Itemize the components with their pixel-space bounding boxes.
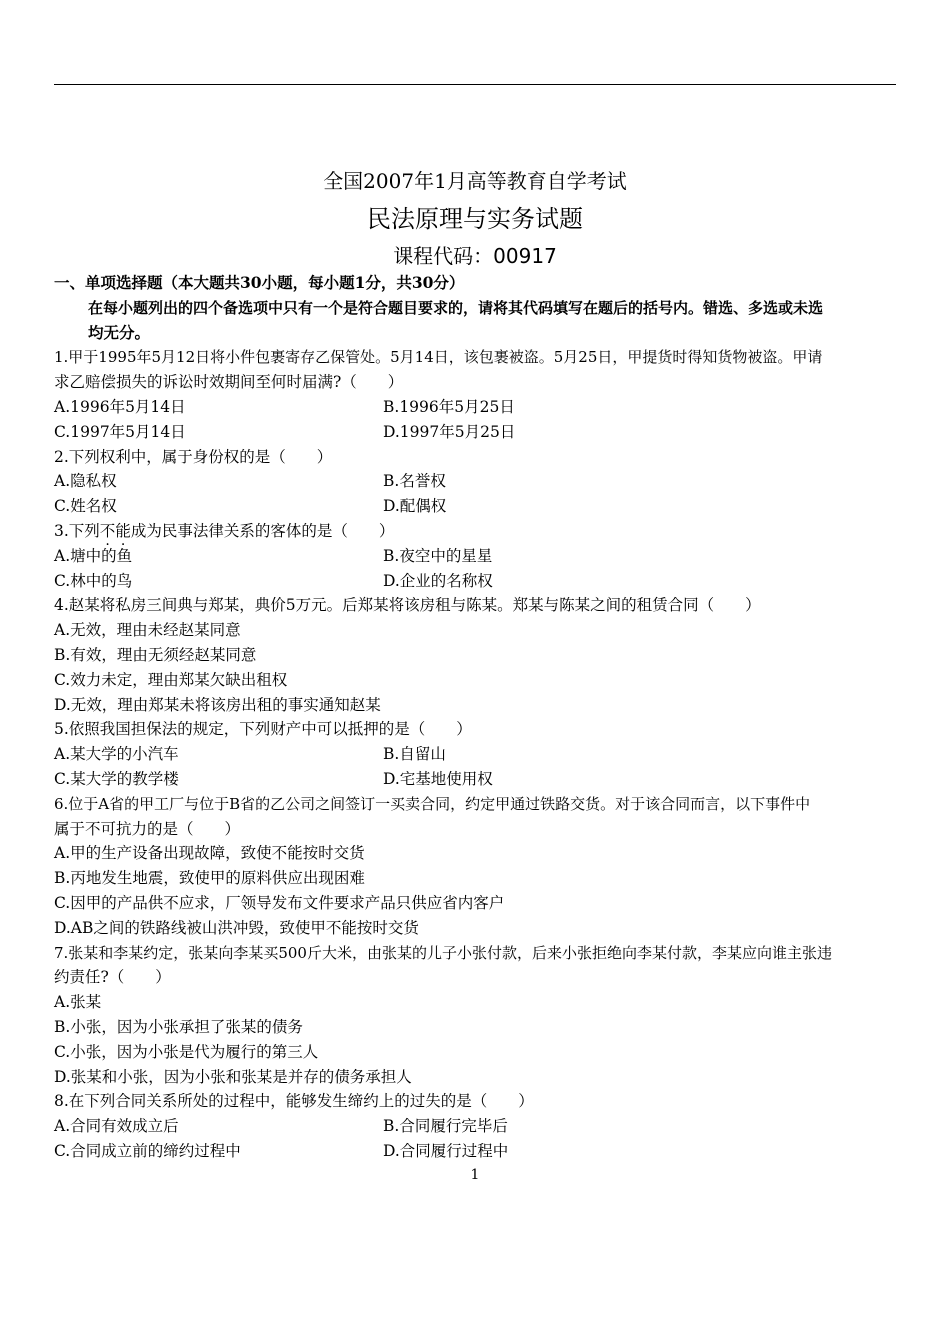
option-a: A.塘中的鱼	[54, 546, 133, 565]
option-a: A.甲的生产设备出现故障，致使不能按时交货	[54, 844, 365, 863]
option-a: A.1996年5月14日	[54, 397, 186, 416]
question-3-options-row-1	[54, 544, 896, 569]
option-c: C.某大学的教学楼	[54, 769, 179, 788]
section-instruction-1: 在每小题列出的四个备选项中只有一个是符合题目要求的，请将其代码填写在题后的括号内。错选、多选或未选	[88, 298, 824, 317]
question-3-stem	[54, 519, 896, 544]
question-6-stem-1: 6.位于A省的甲工厂与位于B省的乙公司之间签订一买卖合同，约定甲通过铁路交货。对于该合同而言，以下事件中	[54, 794, 811, 813]
option-c: C.效力未定，理由郑某欠缺出租权	[54, 670, 288, 689]
subject-title: 民法原理与实务试题	[367, 205, 583, 233]
option-d: D.企业的名称权	[383, 571, 493, 590]
question-2-options-row-1	[54, 469, 896, 494]
question-1-stem-1: 1.甲于1995年5月12日将小件包裹寄存乙保管处。5月14日，该包裹被盗。5月25日，甲提货时得知货物被盗。甲请	[54, 348, 823, 367]
question-5-options-row-2	[54, 767, 896, 792]
question-1-options-row-1	[54, 395, 896, 420]
option-b: B.小张，因为小张承担了张某的债务	[54, 1017, 303, 1036]
option-d: D.宅基地使用权	[383, 769, 493, 788]
stem-prefix: 3.下列	[54, 521, 100, 540]
exam-title: 全国2007年1月高等教育自学考试	[323, 169, 627, 193]
option-d: D.配偶权	[383, 497, 447, 516]
option-c: C.林中的鸟	[54, 571, 133, 590]
option-b: B.丙地发生地震，致使甲的原料供应出现困难	[54, 869, 365, 888]
emphasis-char: 能	[115, 521, 131, 540]
option-b: B.合同履行完毕后	[383, 1117, 508, 1136]
option-c: C.姓名权	[54, 497, 117, 516]
question-2-options-row-2	[54, 494, 896, 519]
question-2-stem: 2.下列权利中，属于身份权的是（ ）	[54, 447, 333, 466]
option-d: D.1997年5月25日	[383, 422, 516, 441]
question-8-options-row-1	[54, 1114, 896, 1139]
option-d: D.合同履行过程中	[383, 1141, 509, 1160]
question-1-options-row-2	[54, 420, 896, 445]
option-d: D.张某和小张，因为小张和张某是并存的债务承担人	[54, 1067, 412, 1086]
question-1-stem-2: 求乙赔偿损失的诉讼时效期间至何时届满?（ ）	[54, 373, 404, 392]
option-a: A.无效，理由未经赵某同意	[54, 621, 241, 640]
emphasis-char: 不	[99, 521, 116, 540]
option-c: C.因甲的产品供不应求，厂领导发布文件要求产品只供应省内客户	[54, 893, 505, 912]
course-code: 课程代码：00917	[393, 244, 557, 268]
option-b: B.有效，理由无须经赵某同意	[54, 645, 257, 664]
section-title: 一、单项选择题（本大题共30小题，每小题1分，共30分）	[54, 273, 465, 292]
option-b: B.1996年5月25日	[383, 397, 515, 416]
option-b: B.自留山	[383, 745, 446, 764]
question-6-stem-2: 属于不可抗力的是（ ）	[54, 819, 241, 838]
question-3-options-row-2	[54, 569, 896, 594]
question-7-stem-2: 约责任?（ ）	[54, 968, 171, 987]
option-a: A.隐私权	[54, 472, 117, 491]
section-instruction-2: 均无分。	[88, 322, 151, 342]
question-5-stem: 5.依照我国担保法的规定，下列财产中可以抵押的是（ ）	[54, 720, 472, 739]
option-c: C.合同成立前的缔约过程中	[54, 1141, 241, 1160]
option-c: C.1997年5月14日	[54, 422, 186, 441]
question-7-stem-1: 7.张某和李某约定，张某向李某买500斤大米，由张某的儿子小张付款，后来小张拒绝向李某付款，李某应向谁主张违	[54, 943, 832, 962]
option-c: C.小张，因为小张是代为履行的第三人	[54, 1042, 319, 1061]
option-a: A.张某	[54, 993, 102, 1012]
question-5-options-row-1	[54, 742, 896, 767]
option-d: D.无效，理由郑某未将该房出租的事实通知赵某	[54, 695, 381, 714]
stem-suffix: 成为民事法律关系的客体的是（ ）	[130, 521, 395, 540]
question-8-options-row-2	[54, 1139, 896, 1164]
page-number: 1	[470, 1167, 480, 1183]
question-8-stem: 8.在下列合同关系所处的过程中，能够发生缔约上的过失的是（ ）	[54, 1092, 534, 1111]
option-b: B.夜空中的星星	[383, 546, 493, 565]
exam-body	[54, 271, 896, 1164]
option-d: D.AB之间的铁路线被山洪冲毁，致使甲不能按时交货	[54, 918, 419, 937]
header-rule	[54, 84, 896, 85]
option-a: A.合同有效成立后	[54, 1117, 179, 1136]
option-a: A.某大学的小汽车	[54, 745, 179, 764]
question-4-stem: 4.赵某将私房三间典与郑某，典价5万元。后郑某将该房租与陈某。郑某与陈某之间的租赁合同（ ）	[54, 596, 761, 615]
option-b: B.名誉权	[383, 472, 446, 491]
